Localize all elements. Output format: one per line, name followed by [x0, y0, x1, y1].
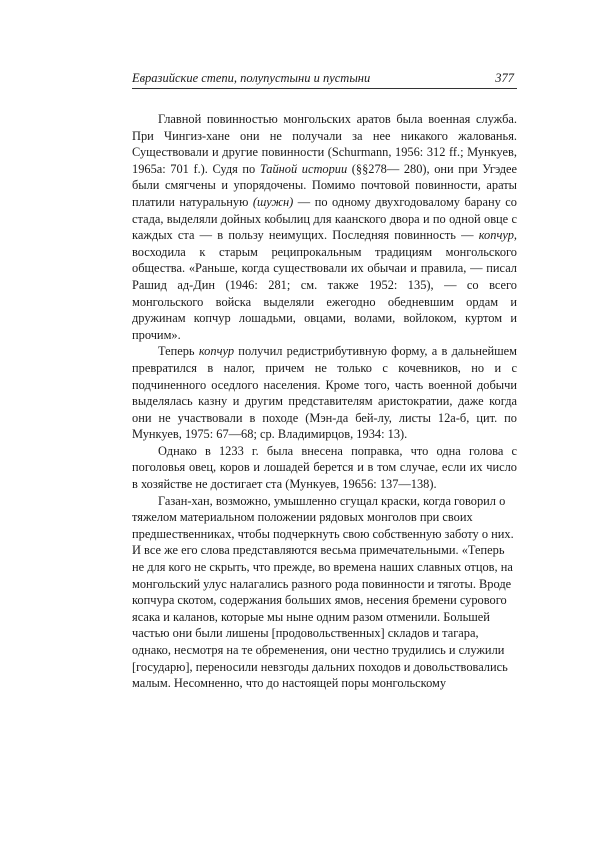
paragraph-3: [132, 443, 517, 493]
paragraph-4-text: Газан-хан, возможно, умышленно сгущал краски, когда говорил о тяжелом материальном положении рядовых монголов при своих предшественниках, чтобы подчеркнуть свою собственную заботу о них. И все же его слова представляются весьма примечательными. «Теперь не для кого не скрыть, что прежде, во времена наших славных отцов, на монгольский улус налагались разного рода повинности и тяготы. Вроде копчура скотом, содержания больших ямов, несения бремени сурового ясака и каланов, которые мы ныне одним разом отменили. Большей частью они были лишены [продовольственных] складов и тагара, однако, несмотря на те обременения, они честно трудились и служили [государю], переносили невзгоды дальних походов и довольствовались малым. Несомненно, что до настоящей поры монгольскому: [132, 493, 514, 691]
paragraph-1-text: (§§278— 280), они при Угэдее были смягчены и упорядочены. Помимо почтовой повинности, араты платили натуральную: [132, 161, 517, 209]
running-head: [132, 70, 517, 89]
paragraph-2-text: Теперь: [158, 344, 199, 359]
paragraph-1-text: — по одному двухгодовалому барану со стада, выделяли дойных кобылиц для каанского двора и по одной овце с каждых ста — в пользу неимущих. Последняя повинность —: [132, 194, 517, 243]
paragraph-2: [132, 343, 517, 443]
paragraph-4: [132, 493, 517, 692]
paragraph-1-text: восходила к старым реципрокальным традициям монгольского общества. «Раньше, когда существовали их обычаи и правила, — писал Рашид ад-Дин (1946: 281; см. также 1952: 135), — со всего монгольского войска выделяли ежегодно обедневшим ордам и дружинам копчур лошадьми, овцами, волами, войлоком, куртом и прочим».: [132, 244, 517, 342]
running-title: Евразийские степи, полупустыни и пустыни: [132, 71, 371, 85]
paragraph-1: [132, 111, 517, 343]
italic-title-secret-history: Тайной истории: [259, 161, 348, 176]
paragraph-2-text: получил редистрибутивную форму, а в дальнейшем превратился в налог, причем не только с кочевников, но и с подчиненного оседлого населения. Кроме того, часть военной добычи выделялась казну и другим представителям аристократии, даже когда они не участвовали в походе (Мэн-да бей-лу, листы 12а-б, цит. по Мункуев, 1975: 67—68; ср. Владимирцов, 1934: 13).: [132, 344, 518, 442]
italic-term-kopchur: копчур: [198, 344, 235, 359]
paragraph-1-text: Главной повинностью монгольских аратов была военная служба. При Чингиз-хане они не получали за нее никакого жалованья. Существовали и другие повинности (Schurmann, 1956: 312 ff.; Мункуев, 1965а: 701 f.). Судя по: [132, 112, 517, 176]
italic-term-shuzhn: (шужн): [252, 194, 294, 209]
paragraph-3-text: Однако в 1233 г. была внесена поправка, что одна голова с поголовья овец, коров и лошадей берется и в том случае, если их число в хозяйстве не достигает ста (Мункуев, 19656: 137—138).: [132, 443, 517, 492]
body-text: [132, 111, 517, 692]
page-number: 377: [495, 71, 514, 85]
italic-term-kopchur: копчур,: [478, 228, 517, 243]
